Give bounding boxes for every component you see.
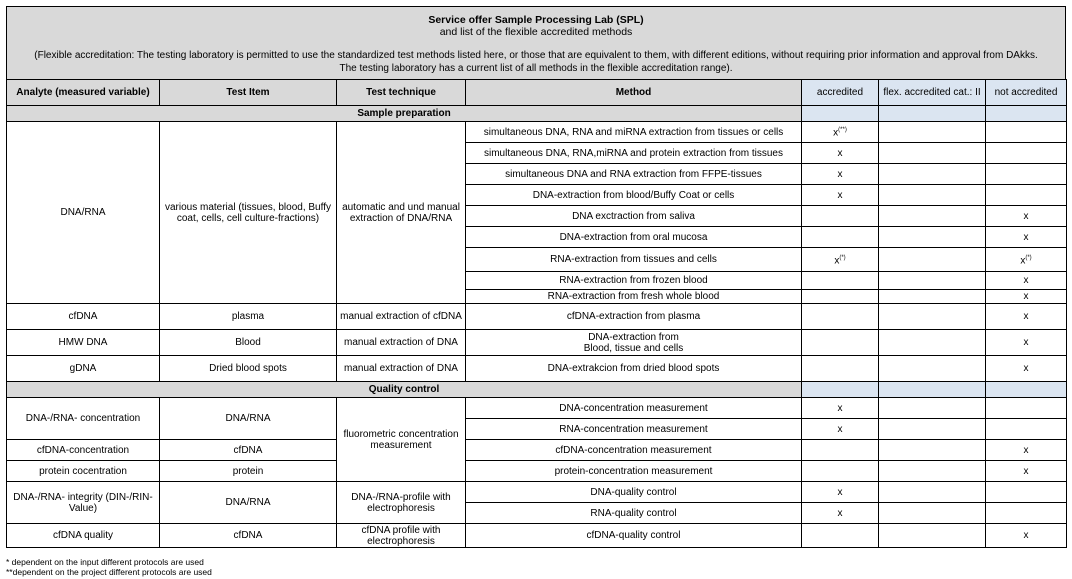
accredited-mark: x — [802, 185, 879, 206]
test-item-cell: cfDNA — [160, 440, 337, 461]
technique-cell: automatic and und manual extraction of DNA/RNA — [337, 122, 466, 304]
method-cell: cfDNA-extraction from plasma — [466, 304, 802, 330]
sheet-title: Service offer Sample Processing Lab (SPL) — [428, 14, 644, 26]
test-item-cell: DNA/RNA — [160, 398, 337, 440]
col-method: Method — [466, 80, 802, 106]
method-cell: cfDNA-quality control — [466, 524, 802, 548]
technique-cell: manual extraction of DNA — [337, 330, 466, 356]
method-cell: RNA-extraction from fresh whole blood — [466, 290, 802, 304]
method-cell: cfDNA-concentration measurement — [466, 440, 802, 461]
table-row — [7, 482, 1067, 503]
table-row — [7, 304, 1067, 330]
not-accredited-mark: x — [986, 304, 1067, 330]
col-test-item: Test Item — [160, 80, 337, 106]
accredited-mark: x — [802, 398, 879, 419]
analyte-cell: gDNA — [7, 356, 160, 382]
col-analyte: Analyte (measured variable) — [7, 80, 160, 106]
method-cell: DNA-extraction from oral mucosa — [466, 227, 802, 248]
method-cell: RNA-extraction from frozen blood — [466, 272, 802, 290]
not-accredited-mark: x — [986, 206, 1067, 227]
method-cell: RNA-extraction from tissues and cells — [466, 248, 802, 272]
test-item-cell: plasma — [160, 304, 337, 330]
test-item-cell: cfDNA — [160, 524, 337, 548]
accredited-mark: x — [802, 164, 879, 185]
accredited-mark: x — [802, 482, 879, 503]
analyte-cell: cfDNA — [7, 304, 160, 330]
method-cell: DNA-extrakcion from dried blood spots — [466, 356, 802, 382]
not-accredited-mark: x(*) — [986, 248, 1067, 272]
table-row — [7, 524, 1067, 548]
technique-cell: DNA-/RNA-profile with electrophoresis — [337, 482, 466, 524]
accredited-mark: x(**) — [802, 122, 879, 143]
technique-cell: manual extraction of cfDNA — [337, 304, 466, 330]
test-item-cell: protein — [160, 461, 337, 482]
technique-cell: manual extraction of DNA — [337, 356, 466, 382]
col-technique: Test technique — [337, 80, 466, 106]
technique-cell: cfDNA profile with electrophoresis — [337, 524, 466, 548]
table-row — [7, 122, 1067, 143]
table-row — [7, 330, 1067, 356]
service-offer-sheet — [6, 6, 1066, 548]
analyte-cell: DNA-/RNA- concentration — [7, 398, 160, 440]
method-cell: DNA-extraction from Blood, tissue and cells — [466, 330, 802, 356]
analyte-cell: protein cocentration — [7, 461, 160, 482]
method-cell: DNA-extraction from blood/Buffy Coat or cells — [466, 185, 802, 206]
table-row — [7, 398, 1067, 419]
accredited-mark: x(*) — [802, 248, 879, 272]
method-cell: RNA-quality control — [466, 503, 802, 524]
sheet-subtitle: and list of the flexible accredited methods — [439, 26, 633, 38]
col-flex-accredited: flex. accredited cat.: II — [879, 80, 986, 106]
method-cell: simultaneous DNA, RNA and miRNA extraction from tissues or cells — [466, 122, 802, 143]
not-accredited-mark: x — [986, 290, 1067, 304]
analyte-cell: cfDNA-concentration — [7, 440, 160, 461]
analyte-cell: cfDNA quality — [7, 524, 160, 548]
table-header-row — [7, 80, 1067, 106]
section-quality-control: Quality control — [7, 382, 802, 398]
method-cell: protein-concentration measurement — [466, 461, 802, 482]
analyte-cell: HMW DNA — [7, 330, 160, 356]
section-row — [7, 382, 1067, 398]
not-accredited-mark: x — [986, 330, 1067, 356]
analyte-cell: DNA/RNA — [7, 122, 160, 304]
footnotes — [6, 557, 212, 577]
not-accredited-mark: x — [986, 461, 1067, 482]
test-item-cell: various material (tissues, blood, Buffy coat, cells, cell culture-fractions) — [160, 122, 337, 304]
table-row — [7, 356, 1067, 382]
method-cell: DNA exctraction from saliva — [466, 206, 802, 227]
section-sample-preparation: Sample preparation — [7, 106, 802, 122]
not-accredited-mark: x — [986, 524, 1067, 548]
section-row — [7, 106, 1067, 122]
table-row — [7, 461, 1067, 482]
test-item-cell: DNA/RNA — [160, 482, 337, 524]
technique-cell: fluorometric concentration measurement — [337, 398, 466, 482]
method-cell: simultaneous DNA, RNA,miRNA and protein extraction from tissues — [466, 143, 802, 164]
not-accredited-mark: x — [986, 272, 1067, 290]
test-item-cell: Dried blood spots — [160, 356, 337, 382]
method-cell: simultaneous DNA and RNA extraction from FFPE-tissues — [466, 164, 802, 185]
accredited-mark: x — [802, 503, 879, 524]
test-item-cell: Blood — [160, 330, 337, 356]
not-accredited-mark: x — [986, 227, 1067, 248]
methods-table — [6, 79, 1067, 548]
not-accredited-mark: x — [986, 440, 1067, 461]
table-row — [7, 440, 1067, 461]
col-accredited: accredited — [802, 80, 879, 106]
method-cell: DNA-concentration measurement — [466, 398, 802, 419]
accredited-mark: x — [802, 419, 879, 440]
footnote-2: **dependent on the project different protocols are used — [6, 567, 212, 577]
sheet-header — [6, 6, 1066, 80]
not-accredited-mark: x — [986, 356, 1067, 382]
analyte-cell: DNA-/RNA- integrity (DIN-/RIN-Value) — [7, 482, 160, 524]
method-cell: RNA-concentration measurement — [466, 419, 802, 440]
footnote-1: * dependent on the input different protocols are used — [6, 557, 204, 567]
method-cell: DNA-quality control — [466, 482, 802, 503]
accredited-mark: x — [802, 143, 879, 164]
col-not-accredited: not accredited — [986, 80, 1067, 106]
accreditation-note: (Flexible accreditation: The testing laboratory is permitted to use the standardized test methods listed here, or those that are equivalent to them, with different editions, without requiring prior information and approval from DAkks. The testing laboratory has a current list of all methods in the flexible accreditation range). — [34, 50, 1038, 74]
